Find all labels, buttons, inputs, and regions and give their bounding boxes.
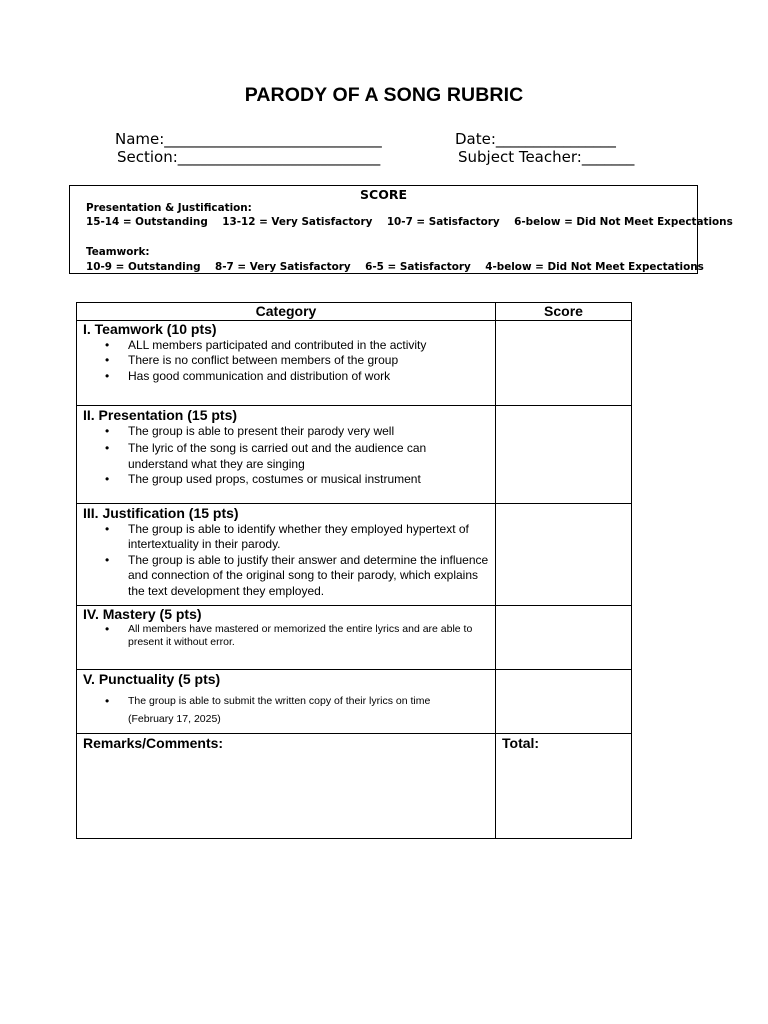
date-field: Date:________________: [455, 130, 616, 148]
list-item: • The group used props, costumes or musical instrument: [128, 472, 445, 487]
list-item: • The group is able to submit the written copy of their lyrics on time: [128, 692, 495, 710]
score-legend-title: SCORE: [360, 187, 407, 202]
total-label: Total:: [502, 735, 540, 751]
subject-teacher-field: Subject Teacher:_______: [458, 148, 635, 166]
score-legend-box: [69, 185, 733, 274]
category-title: V. Punctuality (5 pts): [83, 671, 221, 687]
category-cell: [77, 504, 496, 606]
teamwork-label: Teamwork:: [86, 246, 150, 258]
list-item: • Has good communication and distribution of work: [128, 369, 495, 384]
list-item: • ALL members participated and contributed in the activity: [128, 338, 495, 353]
score-cell[interactable]: [496, 321, 632, 406]
category-cell: [77, 670, 496, 734]
score-header: Score: [496, 303, 632, 321]
criteria-list: [77, 692, 495, 710]
score-cell[interactable]: [496, 406, 632, 504]
table-row: [77, 606, 632, 670]
rubric-table: [76, 302, 632, 839]
submission-deadline: (February 17, 2025): [128, 713, 221, 725]
list-item: • The group is able to present their parody very well: [128, 424, 445, 439]
list-item: • The group is able to identify whether they employed hypertext of intertextuality in their parody.: [128, 522, 495, 553]
presentation-justification-label: Presentation & Justification:: [86, 202, 252, 214]
page-title: PARODY OF A SONG RUBRIC: [244, 84, 524, 106]
category-cell: [77, 406, 496, 504]
category-title: I. Teamwork (10 pts): [83, 321, 217, 337]
table-row: [77, 734, 632, 839]
criteria-list: [77, 522, 495, 599]
list-item: • There is no conflict between members of the group: [128, 353, 495, 368]
score-cell[interactable]: [496, 504, 632, 606]
table-row: [77, 670, 632, 734]
category-title: IV. Mastery (5 pts): [83, 606, 202, 622]
category-header: Category: [77, 303, 496, 321]
remarks-cell[interactable]: [77, 734, 496, 839]
remarks-label: Remarks/Comments:: [83, 735, 224, 751]
criteria-list: [77, 424, 495, 488]
total-cell[interactable]: [496, 734, 632, 839]
category-cell: [77, 606, 496, 670]
list-item: • The lyric of the song is carried out and the audience can understand what they are singing: [128, 440, 445, 472]
table-row: [77, 406, 632, 504]
teamwork-scale: 10-9 = Outstanding 8-7 = Very Satisfactory 6-5 = Satisfactory 4-below = Did Not Meet Expectations: [86, 261, 704, 273]
presentation-justification-scale: 15-14 = Outstanding 13-12 = Very Satisfactory 10-7 = Satisfactory 6-below = Did Not Meet Expectations: [86, 216, 733, 228]
criteria-list: [77, 338, 495, 384]
table-header-row: [77, 303, 632, 321]
criteria-list: [77, 623, 495, 649]
category-title: III. Justification (15 pts): [83, 505, 239, 521]
table-row: [77, 321, 632, 406]
score-cell[interactable]: [496, 670, 632, 734]
category-title: II. Presentation (15 pts): [83, 407, 238, 423]
section-field: Section:___________________________: [117, 148, 381, 166]
list-item: • The group is able to justify their answer and determine the influence and connection of the original song to their parody, which explains the text development they employed.: [128, 553, 495, 599]
list-item: • All members have mastered or memorized the entire lyrics and are able to present it without error.: [128, 623, 491, 649]
name-field: Name:_____________________________: [115, 130, 382, 148]
score-cell[interactable]: [496, 606, 632, 670]
category-cell: [77, 321, 496, 406]
table-row: [77, 504, 632, 606]
